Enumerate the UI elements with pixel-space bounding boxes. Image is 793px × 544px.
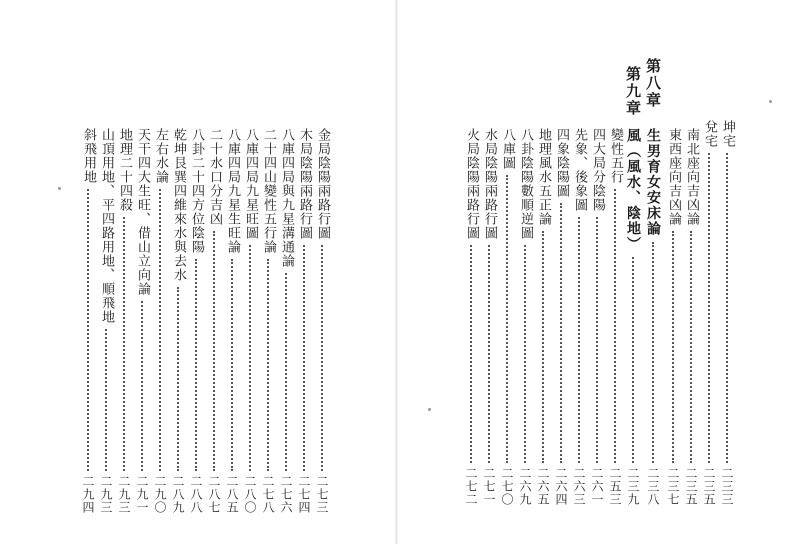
toc-entry-title: 風（風水、陰地） [625,128,641,252]
toc-entry [700,120,718,506]
dot-leader [690,231,692,463]
toc-entry [534,128,552,506]
toc-entry-title: 南北座向吉凶論 [684,128,699,226]
dot-leader [159,189,161,471]
dot-leader [231,259,233,471]
dot-leader [195,259,197,471]
toc-entry [259,128,277,514]
dot-leader [542,231,544,463]
toc-entry-page: 二八八 [189,475,203,514]
toc-entry-page: 二七六 [279,475,293,514]
toc-entry-page: 二三七 [666,467,680,506]
dot-leader [141,301,143,471]
toc-entry-title: 八庫圖 [500,128,515,170]
toc-entry [115,128,133,514]
toc-entry-page: 二三八 [646,467,660,506]
toc-entry [295,128,313,514]
dot-leader [596,217,598,463]
toc-entry-page: 二七〇 [500,467,514,506]
toc-entry-page: 二六一 [590,467,604,506]
dot-leader [614,189,616,463]
toc-entry-title: 天干四大生旺、借山立向論 [135,128,150,296]
toc-entry-page: 二三五 [684,467,698,506]
dot-leader [213,231,215,471]
toc-entry-title: 四大局分陰陽 [590,128,605,212]
toc-entry-page: 二六三 [572,467,586,506]
toc-entry-title: 斜飛用地 [81,128,96,184]
dot-leader [506,175,508,463]
dot-leader [87,189,89,471]
toc-entry-title: 變性五行 [608,128,623,184]
dot-leader [708,153,710,463]
dot-leader [578,217,580,463]
toc-entry-title: 地理二十四殺 [117,128,132,212]
toc-entry-title: 木局陰陽兩路行圖 [297,128,312,240]
toc-entry-page: 二九三 [117,475,131,514]
toc-entry [97,128,115,514]
toc-entry [498,128,516,506]
page-gutter [395,0,398,544]
toc-entry-title: 四象陰陽圖 [554,128,569,198]
toc-entry-page: 二九一 [135,475,149,514]
toc-entry [480,128,498,506]
toc-entry-title: 坤宅 [720,120,735,148]
toc-entry-page: 二七三 [315,475,329,514]
toc-entry [277,128,295,514]
toc-entry-title: 東西座向吉凶論 [666,128,681,226]
toc-entry-page: 二三九 [626,467,640,506]
toc-entry-title: 左右水論 [153,128,168,184]
toc-entry [79,128,97,514]
toc-entry [588,128,606,506]
toc-entry-title: 兌宅 [702,120,717,148]
toc-entry [462,128,480,506]
chapter-heading: 第九章 [624,66,642,117]
toc-entry-title: 八卦二十四方位陰陽 [189,128,204,254]
toc-entry-page: 二九〇 [153,475,167,514]
toc-entry-page: 二三三 [720,467,734,506]
toc-entry-page: 二七八 [261,475,275,514]
toc-entry [516,128,534,506]
toc-entry-title: 八庫四局九星生旺論 [225,128,240,254]
dot-leader [285,273,287,471]
toc-entry-title: 水局陰陽兩路行圖 [482,128,497,240]
dot-leader [303,245,305,471]
toc-entry [205,128,223,514]
toc-entry-title: 生男育女安床論 [645,128,661,237]
toc-entry [133,128,151,514]
toc-entry-title: 八卦陰陽數順逆圖 [518,128,533,240]
toc-entry [664,128,682,506]
toc-entry-page: 二七一 [482,467,496,506]
toc-entry-title: 二十四山變性五行論 [261,128,276,254]
dot-leader [672,231,674,463]
dot-leader [652,242,654,464]
dot-leader [123,217,125,471]
dot-leader [470,245,472,463]
toc-entry [552,128,570,506]
toc-entry [718,120,736,506]
toc-entry-page: 二五三 [608,467,622,506]
toc-entry [682,128,700,506]
toc-entry [187,128,205,514]
toc-entry-page: 二七四 [297,475,311,514]
toc-entry [151,128,169,514]
dot-leader [726,153,728,463]
toc-entry-title: 金局陰陽兩路行圖 [315,128,330,240]
toc-entry-page: 二六五 [536,467,550,506]
toc-entry-title: 八庫四局與九星溝通論 [279,128,294,268]
toc-entry [241,128,259,514]
toc-entry [644,128,662,506]
toc-entry-page: 二六四 [554,467,568,506]
dot-leader [249,245,251,471]
toc-entry-page: 二三五 [702,467,716,506]
toc-entry-title: 乾坤艮巽四維來水與去水 [171,128,186,282]
toc-entry-page: 二七二 [464,467,478,506]
dot-leader [267,259,269,471]
toc-entry-title: 先象、後象圖 [572,128,587,212]
dot-leader [488,245,490,463]
scan-speck [428,408,431,411]
dot-leader [560,203,562,463]
toc-entry [624,128,642,506]
dot-leader [632,257,634,463]
toc-entry-page: 二九三 [99,475,113,514]
toc-entry-page: 二八七 [207,475,221,514]
dot-leader [105,329,107,471]
toc-entry-title: 八庫四局九星旺圖 [243,128,258,240]
toc-entry-title: 火局陰陽兩路行圖 [464,128,479,240]
dot-leader [524,245,526,463]
toc-entry-title: 山頂用地、平四路用地、順飛地 [99,128,114,324]
toc-entry [606,128,624,506]
scan-speck [58,187,61,190]
chapter-heading: 第八章 [644,58,662,109]
toc-entry-page: 二八〇 [243,475,257,514]
toc-entry [223,128,241,514]
toc-entry-page: 二六九 [518,467,532,506]
toc-entry-page: 二八九 [171,475,185,514]
toc-entry [313,128,331,514]
toc-entry-title: 地理風水五正論 [536,128,551,226]
scan-speck [769,100,772,103]
toc-entry [169,128,187,514]
toc-entry-page: 二八五 [225,475,239,514]
toc-entry-page: 二九四 [81,475,95,514]
toc-entry [570,128,588,506]
dot-leader [321,245,323,471]
dot-leader [177,287,179,471]
toc-entry-title: 二十水口分吉凶 [207,128,222,226]
